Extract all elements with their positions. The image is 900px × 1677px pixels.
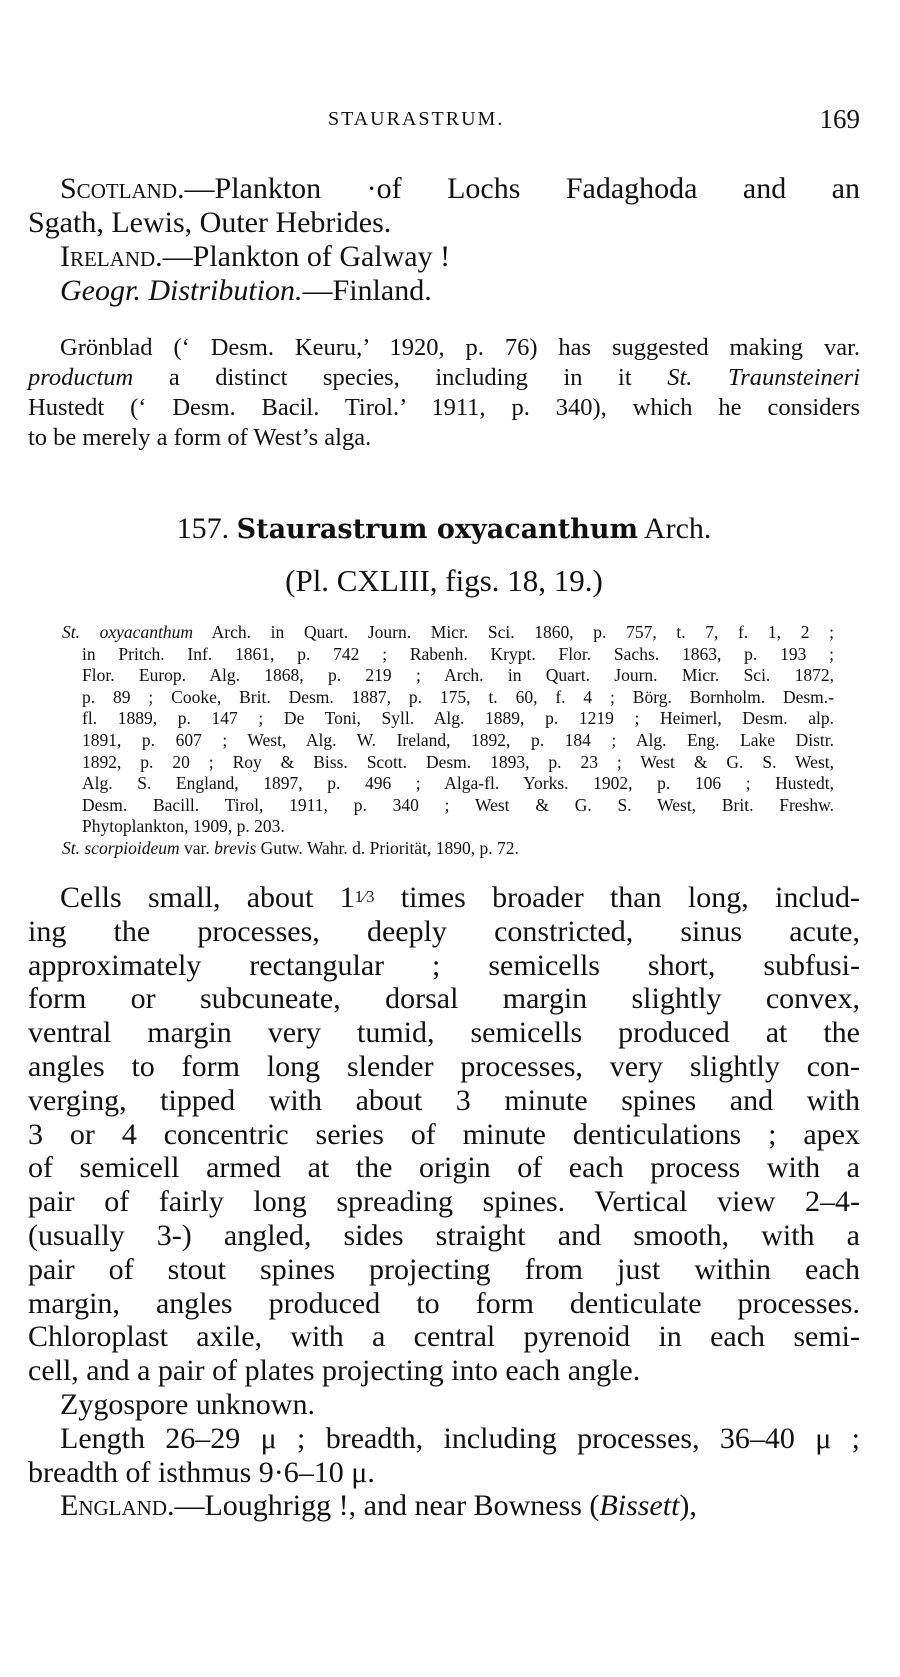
species-number: 157. bbox=[176, 512, 230, 545]
synonymy-line: Phytoplankton, 1909, p. 203. bbox=[82, 816, 285, 837]
england-label: England. bbox=[60, 1489, 175, 1523]
species-name: Staurastrum oxyacanthum bbox=[236, 514, 639, 545]
comment-line-1: Grönblad (‘ Desm. Keuru,’ 1920, p. 76) has suggested making var. bbox=[60, 334, 860, 361]
synonymy-line: Desm. Bacill. Tirol, 1911, p. 340 ; West & G. S. West, Brit. Freshw. bbox=[82, 794, 834, 815]
synonymy-line: St. oxyacanthum Arch. in Quart. Journ. Micr. Sci. 1860, p. 757, t. 7, f. 1, 2 ; bbox=[62, 622, 834, 642]
comment-paragraph bbox=[28, 333, 860, 453]
description-line: verging, tipped with about 3 minute spines and with bbox=[28, 1083, 860, 1117]
running-title: STAURASTRUM. bbox=[328, 108, 505, 130]
comment-line-4: to be merely a form of West’s alga. bbox=[28, 424, 372, 451]
scotland-text: —Plankton ·of Lochs Fadaghoda and an bbox=[184, 172, 860, 205]
page-number: 169 bbox=[819, 104, 860, 134]
description-line: approximately rectangular ; semicells short, subfusi- bbox=[28, 948, 860, 982]
species-author: Arch. bbox=[643, 512, 712, 545]
comment-line-3: Hustedt (‘ Desm. Bacil. Tirol.’ 1911, p. 340), which he considers bbox=[28, 394, 860, 421]
synonymy-line: in Pritch. Inf. 1861, p. 742 ; Rabenh. Krypt. Flor. Sachs. 1863, p. 193 ; bbox=[82, 643, 834, 664]
description-line: pair of stout spines projecting from just within each bbox=[28, 1252, 860, 1286]
scotland-line bbox=[28, 172, 860, 206]
description-line: Chloroplast axile, with a central pyrenoid in each semi- bbox=[28, 1320, 860, 1354]
distribution-label: Geogr. Distribution. bbox=[60, 274, 303, 307]
description-paragraph bbox=[28, 880, 860, 1523]
description-line: margin, angles produced to form denticulate processes. bbox=[28, 1286, 860, 1320]
description-line: cell, and a pair of plates projecting into each angle. bbox=[28, 1354, 641, 1388]
synonymy-line: Flor. Europ. Alg. 1868, p. 219 ; Arch. in Quart. Journ. Micr. Sci. 1872, bbox=[82, 665, 834, 686]
ireland-line bbox=[28, 240, 860, 274]
ireland-label: Ireland. bbox=[60, 240, 163, 273]
description-line: ing the processes, deeply constricted, sinus acute, bbox=[28, 914, 860, 948]
synonymy-line: St. scorpioideum var. brevis Gutw. Wahr. d. Priorität, 1890, p. 72. bbox=[62, 837, 519, 858]
collector-name: Bissett bbox=[599, 1489, 680, 1523]
running-head bbox=[28, 104, 860, 138]
description-line: ventral margin very tumid, semicells produced at the bbox=[28, 1016, 860, 1050]
synonymy-block bbox=[62, 622, 834, 860]
description-line: of semicell armed at the origin of each process with a bbox=[28, 1151, 860, 1185]
description-line: Cells small, about 11⁄3 times broader than long, includ- bbox=[60, 881, 860, 915]
fraction-one-third: 1⁄3 bbox=[354, 887, 375, 906]
description-line: angles to form long slender processes, very slightly con- bbox=[28, 1050, 860, 1084]
synonymy-line: 1892, p. 20 ; Roy & Biss. Scott. Desm. 1893, p. 23 ; West & G. S. West, bbox=[82, 751, 834, 772]
measurements-line: Length 26–29 μ ; breadth, including processes, 36–40 μ ; bbox=[60, 1421, 860, 1455]
description-line: pair of fairly long spreading spines. Vertical view 2–4- bbox=[28, 1185, 860, 1219]
description-line: (usually 3-) angled, sides straight and smooth, with a bbox=[28, 1219, 860, 1253]
plate-reference: (Pl. CXLIII, figs. 18, 19.) bbox=[285, 563, 603, 598]
distribution-text: —Finland. bbox=[302, 274, 432, 307]
italic-traunsteineri: St. Traunsteineri bbox=[667, 364, 861, 391]
zygospore-line: Zygospore unknown. bbox=[60, 1388, 315, 1422]
ireland-text: —Plankton of Galway ! bbox=[162, 240, 451, 273]
synonymy-line: 1891, p. 607 ; West, Alg. W. Ireland, 1892, p. 184 ; Alg. Eng. Lake Distr. bbox=[82, 729, 834, 750]
species-heading bbox=[28, 511, 860, 548]
scotland-line-2: Sgath, Lewis, Outer Hebrides. bbox=[28, 206, 392, 239]
scotland-label: Scotland. bbox=[60, 172, 185, 205]
distribution-line bbox=[28, 274, 860, 308]
synonymy-line: fl. 1889, p. 147 ; De Toni, Syll. Alg. 1889, p. 1219 ; Heimerl, Desm. alp. bbox=[82, 708, 834, 729]
description-line: 3 or 4 concentric series of minute denticulations ; apex bbox=[28, 1117, 860, 1151]
synonymy-line: Alg. S. England, 1897, p. 496 ; Alga-fl. Yorks. 1902, p. 106 ; Hustedt, bbox=[82, 773, 834, 794]
italic-productum: productum bbox=[28, 364, 134, 391]
description-line: form or subcuneate, dorsal margin slightly convex, bbox=[28, 982, 860, 1016]
synonymy-line: p. 89 ; Cooke, Brit. Desm. 1887, p. 175, t. 60, f. 4 ; Börg. Bornholm. Desm.- bbox=[82, 686, 834, 707]
england-line: England.—Loughrigg !, and near Bowness (Bissett), bbox=[60, 1489, 697, 1523]
distribution-section bbox=[28, 172, 860, 308]
measurements-line-2: breadth of isthmus 9·6–10 μ. bbox=[28, 1455, 375, 1489]
comment-line-2: productum a distinct species, including in it St. Traunsteineri bbox=[28, 364, 861, 391]
